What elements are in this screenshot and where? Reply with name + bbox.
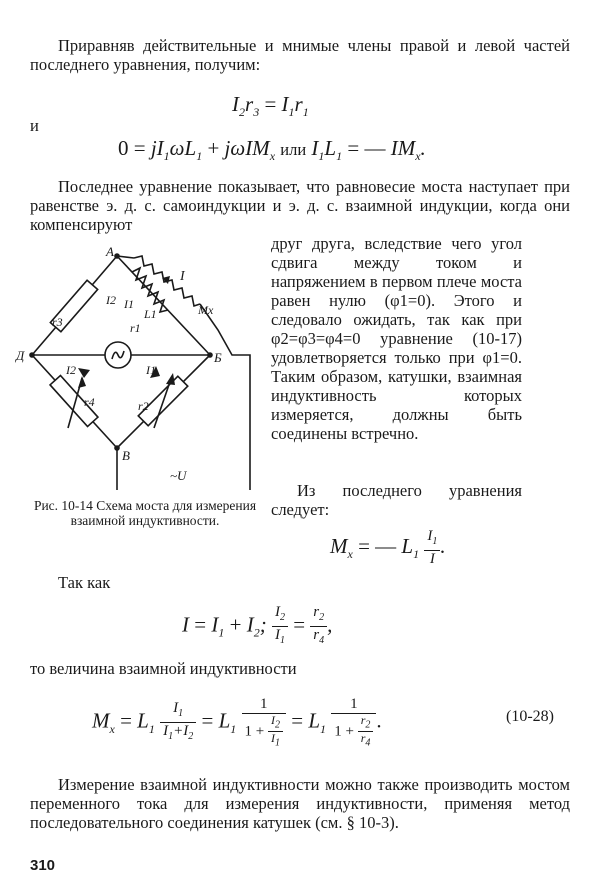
equation-balance-imag: $0 = jI_1\omega L_1 + j\omega IM_x$ или $I_1L_1$ = — $IM_x$. xyxy=(118,136,426,164)
node-v-dot xyxy=(114,445,120,451)
or-word: или xyxy=(280,140,307,159)
node-b-dot xyxy=(207,352,213,358)
source-label: ~U xyxy=(170,468,187,483)
paragraph-since: Так как xyxy=(58,573,111,592)
galvanometer-needle-icon xyxy=(112,351,124,359)
paragraph-measurement-method: Измерение взаимной индуктивности можно также производить мостом переменного тока для измерения индуктивности, применяя метод последовательного соединения катушек (см. § 10-3). xyxy=(30,775,570,832)
current-i1-top-label: I1 xyxy=(124,297,134,311)
figure-caption: Рис. 10-14 Схема моста для измерения взаимной индуктивности. xyxy=(33,498,257,528)
r4-label: r4 xyxy=(84,395,95,409)
r3-label: r3 xyxy=(52,315,63,329)
node-d-label: Д xyxy=(16,348,25,363)
node-v-label: В xyxy=(122,448,130,463)
l1-label: L1 xyxy=(144,307,157,321)
equation-mx: $M_x$ = — $L_1$ $\frac{I_1}{I}$ . xyxy=(330,528,446,567)
conjunction-and: и xyxy=(30,116,39,135)
paragraph-side-text: друг друга, вследствие чего угол сдвига между током и напряжением в первом плече моста равен нулю (φ1=0). Этого и следовало ожидать, так как при φ2=φ3=φ4=0 уравнение (10-17) удовлетворяется только при φ1=0. Таким образом, катушки, взаимная индуктивность которых измеряется, должны быть соединены встречно. xyxy=(271,234,522,443)
mx-label: Mx xyxy=(198,303,214,317)
paragraph-value: то величина взаимной индуктивности xyxy=(30,659,297,678)
node-a-dot xyxy=(114,253,120,259)
node-b-label: Б xyxy=(214,350,222,365)
r1-label: r1 xyxy=(130,321,141,335)
r2-label: r2 xyxy=(138,399,149,413)
r4-adjust-arrowhead-icon xyxy=(78,376,86,388)
current-i1-label: I1 xyxy=(146,363,156,377)
current-i2-top-label: I2 xyxy=(106,293,116,307)
current-i2-label: I2 xyxy=(66,363,76,377)
page-number: 310 xyxy=(30,857,56,874)
paragraph-balance-explanation: Последнее уравнение показывает, что равновесие моста наступает при равенстве э. д. с. самоиндукции и э. д. с. взаимной индукции, когда они компенсируют xyxy=(30,177,570,234)
equation-i2r3: $I_2r_3 = I_1r_1$ xyxy=(232,92,309,120)
paragraph-equate-terms: Приравняв действительные и мнимые члены правой и левой частей последнего уравнения, получим: xyxy=(30,36,570,74)
node-a-label: А xyxy=(106,244,114,259)
paragraph-from-last: Из последнего уравнения следует: xyxy=(271,481,522,519)
equation-number: (10-28) xyxy=(506,708,554,725)
current-i-label: I xyxy=(180,269,185,284)
bridge-circuit-figure xyxy=(16,238,270,490)
equation-current-sum: $I = I_1 + I_2$; $\frac{I_2}{I_1}$ = $\frac{r_2}{r_4}$ , xyxy=(182,604,333,646)
mx-lead-right xyxy=(200,304,250,490)
current-i2-arrow-icon xyxy=(78,368,90,378)
node-d-dot xyxy=(29,352,35,358)
r2-adjust-arrowhead-icon xyxy=(166,373,175,385)
equation-mx-full: $M_x = L_1$ $\frac{I_1}{I_1+I_2}$ = $L_1$ 1 1 + $\frac{I_2}{I_1}$ = $L_1$ 1 1 + $\frac{r_2}{r_4}$ . xyxy=(92,696,382,749)
